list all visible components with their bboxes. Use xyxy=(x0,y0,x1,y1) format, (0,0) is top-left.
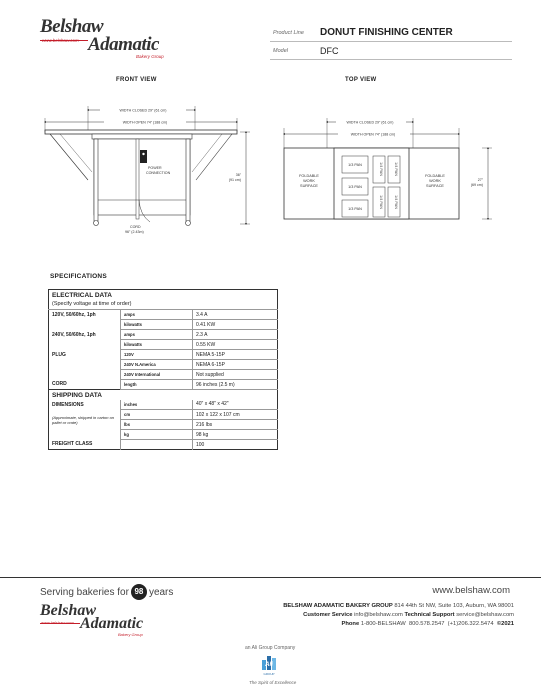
phone-label: Phone xyxy=(341,621,360,627)
spec-value: 96 inches (2.5 m) xyxy=(193,380,278,390)
years-badge: 98 xyxy=(131,584,147,600)
brand-group: Bakery Group xyxy=(136,54,164,59)
contact-line-company xyxy=(283,602,514,611)
dimensions-note: (Approximate, shipped in carton on pallet or crate) xyxy=(52,414,115,425)
power-box-icon xyxy=(140,150,147,163)
spec-label xyxy=(49,360,121,370)
contact-line-phone xyxy=(283,620,514,629)
ali-group-caption: an Ali Group Company xyxy=(245,645,296,651)
power-label-1: POWER xyxy=(148,166,162,170)
pan-third-3-label: 1/3 PAN xyxy=(348,207,362,211)
spec-label xyxy=(49,370,121,380)
contact-block xyxy=(283,602,514,629)
website-link[interactable]: www.belshaw.com xyxy=(432,585,510,596)
caster-icon xyxy=(94,221,99,226)
ali-group-word: GROUP xyxy=(263,672,275,676)
left-surface-line3: SURFACE xyxy=(300,184,318,188)
spec-unit: amps xyxy=(121,310,193,320)
footer-divider xyxy=(0,577,541,578)
table-row xyxy=(49,350,278,360)
caster-icon xyxy=(186,221,191,226)
power-label-2: CONNECTION xyxy=(146,171,171,175)
spec-unit: kilowatts xyxy=(121,340,193,350)
cord-label-2: 96" (2.43m) xyxy=(125,230,144,234)
spec-label xyxy=(49,320,121,330)
table-row xyxy=(49,360,278,370)
phone-2: 800.578.2547 xyxy=(408,621,445,627)
spec-label: 120V, 50/60hz, 1ph xyxy=(52,311,96,318)
company-name: BELSHAW ADAMATIC BAKERY GROUP xyxy=(283,603,393,609)
table-row xyxy=(49,440,278,450)
serving-tagline xyxy=(40,584,173,600)
electrical-sub-row xyxy=(49,300,278,310)
table-row xyxy=(49,320,278,330)
right-surface-line1: FOLDABLE xyxy=(425,174,445,178)
shipping-title: SHIPPING DATA xyxy=(49,390,278,400)
spec-label xyxy=(49,340,121,350)
front-view-drawing xyxy=(45,106,250,234)
top-depth-cm-label: (69 cm) xyxy=(470,183,483,187)
top-depth-label: 27" xyxy=(477,178,483,182)
table-row xyxy=(49,370,278,380)
spec-unit: 240V N.America xyxy=(121,360,193,370)
serving-prefix: Serving bakeries for xyxy=(40,586,129,598)
front-width-open-label: WIDTH OPEN 74" (188 cm) xyxy=(122,120,168,125)
technical-support-label: Technical Support xyxy=(404,612,455,618)
spec-value: 98 kg xyxy=(193,430,278,440)
shipping-title-row xyxy=(49,390,278,400)
ali-mark: Ali xyxy=(265,662,273,668)
copyright: ©2021 xyxy=(496,621,514,627)
table-row xyxy=(49,410,278,420)
top-width-open-label: WIDTH OPEN 74" (188 cm) xyxy=(350,132,396,137)
spec-unit: lbs xyxy=(121,420,193,430)
top-view-title: TOP VIEW xyxy=(345,77,377,83)
spec-value: 2.3 A xyxy=(193,330,278,340)
spec-value: 0.55 KW xyxy=(193,340,278,350)
pan-third-2-label: 1/3 PAN xyxy=(348,185,362,189)
spec-value: 0.41 KW xyxy=(193,320,278,330)
model-value: DFC xyxy=(320,45,339,56)
spec-value: Not supplied xyxy=(193,370,278,380)
top-width-closed-label: WIDTH CLOSED 29" (61 cm) xyxy=(346,120,394,125)
footer-brand-logo xyxy=(40,602,160,638)
spec-unit: cm xyxy=(121,410,193,420)
pan-quarter-4-label: 1/4 PAN xyxy=(394,195,398,209)
product-line-value: DONUT FINISHING CENTER xyxy=(320,27,453,38)
spec-value: 102 x 122 x 107 cm xyxy=(193,410,278,420)
phone-1: 1-800-BELSHAW xyxy=(360,621,406,627)
ali-group-tagline: The Spirit of Excellence xyxy=(249,680,297,685)
pan-quarter-2-label: 1/4 PAN xyxy=(394,162,398,176)
spec-unit: 120V xyxy=(121,350,193,360)
pan-quarter-1-label: 1/4 PAN xyxy=(379,162,383,176)
front-height-cm-label: (91 cm) xyxy=(228,178,241,182)
serving-suffix: years xyxy=(148,586,174,598)
spec-value: NEMA 6-15P xyxy=(193,360,278,370)
front-view-title: FRONT VIEW xyxy=(116,77,157,83)
technical-support-email[interactable]: service@belshaw.com xyxy=(456,612,514,618)
pan-third-1-label: 1/3 PAN xyxy=(348,163,362,167)
spec-label: PLUG xyxy=(52,351,66,358)
left-surface-line2: WORK xyxy=(303,179,315,183)
top-view-drawing xyxy=(284,118,492,219)
right-surface-line2: WORK xyxy=(429,179,441,183)
spec-value: 3.4 A xyxy=(193,310,278,320)
electrical-subtitle: (Specify voltage at time of order) xyxy=(49,300,278,310)
spec-unit: kilowatts xyxy=(121,320,193,330)
brand-web: www.belshaw.com xyxy=(42,38,79,43)
spec-unit: inches xyxy=(121,400,193,410)
footer-brand-web: www.belshaw.com xyxy=(41,620,74,625)
customer-service-label: Customer Service xyxy=(303,612,353,618)
table-row xyxy=(49,340,278,350)
footer-brand-line1: Belshaw xyxy=(40,602,97,619)
spec-unit: amps xyxy=(121,330,193,340)
freight-value: 100 xyxy=(193,440,278,450)
dimensions-label: DIMENSIONS xyxy=(52,401,84,408)
customer-service-email[interactable]: info@belshaw.com xyxy=(354,612,403,618)
pan-quarter-3-label: 1/4 PAN xyxy=(379,195,383,209)
brand-name-line2: Adamatic xyxy=(88,34,159,55)
company-address: 814 44th St NW, Suite 103, Auburn, WA 98001 xyxy=(394,603,514,609)
spec-label: CORD xyxy=(52,381,67,388)
spec-value: 216 lbs xyxy=(193,420,278,430)
specifications-table xyxy=(48,289,278,450)
table-row xyxy=(49,330,278,340)
electrical-title-row xyxy=(49,290,278,300)
spec-unit: length xyxy=(121,380,193,390)
spec-unit: kg xyxy=(121,430,193,440)
model-label: Model xyxy=(273,47,288,54)
front-height-label: 36" xyxy=(235,173,241,177)
table-row xyxy=(49,310,278,320)
spec-label: 240V, 50/60hz, 1ph xyxy=(52,331,96,338)
product-line-label: Product Line xyxy=(273,29,304,36)
table-row xyxy=(49,430,278,440)
footer-brand-group: Bakery Group xyxy=(118,632,143,637)
spec-unit: 240V International xyxy=(121,370,193,380)
right-surface-line3: SURFACE xyxy=(426,184,444,188)
electrical-title: ELECTRICAL DATA xyxy=(52,292,112,300)
ali-group-logo-icon xyxy=(260,654,278,676)
technical-drawings xyxy=(0,0,541,270)
left-surface-line1: FOLDABLE xyxy=(299,174,319,178)
spec-value: 40" x 48" x 42" xyxy=(193,400,278,410)
front-width-closed-label: WIDTH CLOSED 29" (61 cm) xyxy=(119,108,167,113)
footer-brand-line2: Adamatic xyxy=(80,615,144,632)
cord-label-1: CORD xyxy=(130,225,141,229)
contact-line-support xyxy=(283,611,514,620)
table-row xyxy=(49,380,278,390)
brand-name-line1: Belshaw xyxy=(40,16,104,37)
table-row xyxy=(49,400,278,410)
phone-3: (+1)206.322.5474 xyxy=(447,621,494,627)
specifications-title: SPECIFICATIONS xyxy=(50,273,107,280)
freight-label: FREIGHT CLASS xyxy=(52,441,93,448)
spec-value: NEMA 5-15P xyxy=(193,350,278,360)
